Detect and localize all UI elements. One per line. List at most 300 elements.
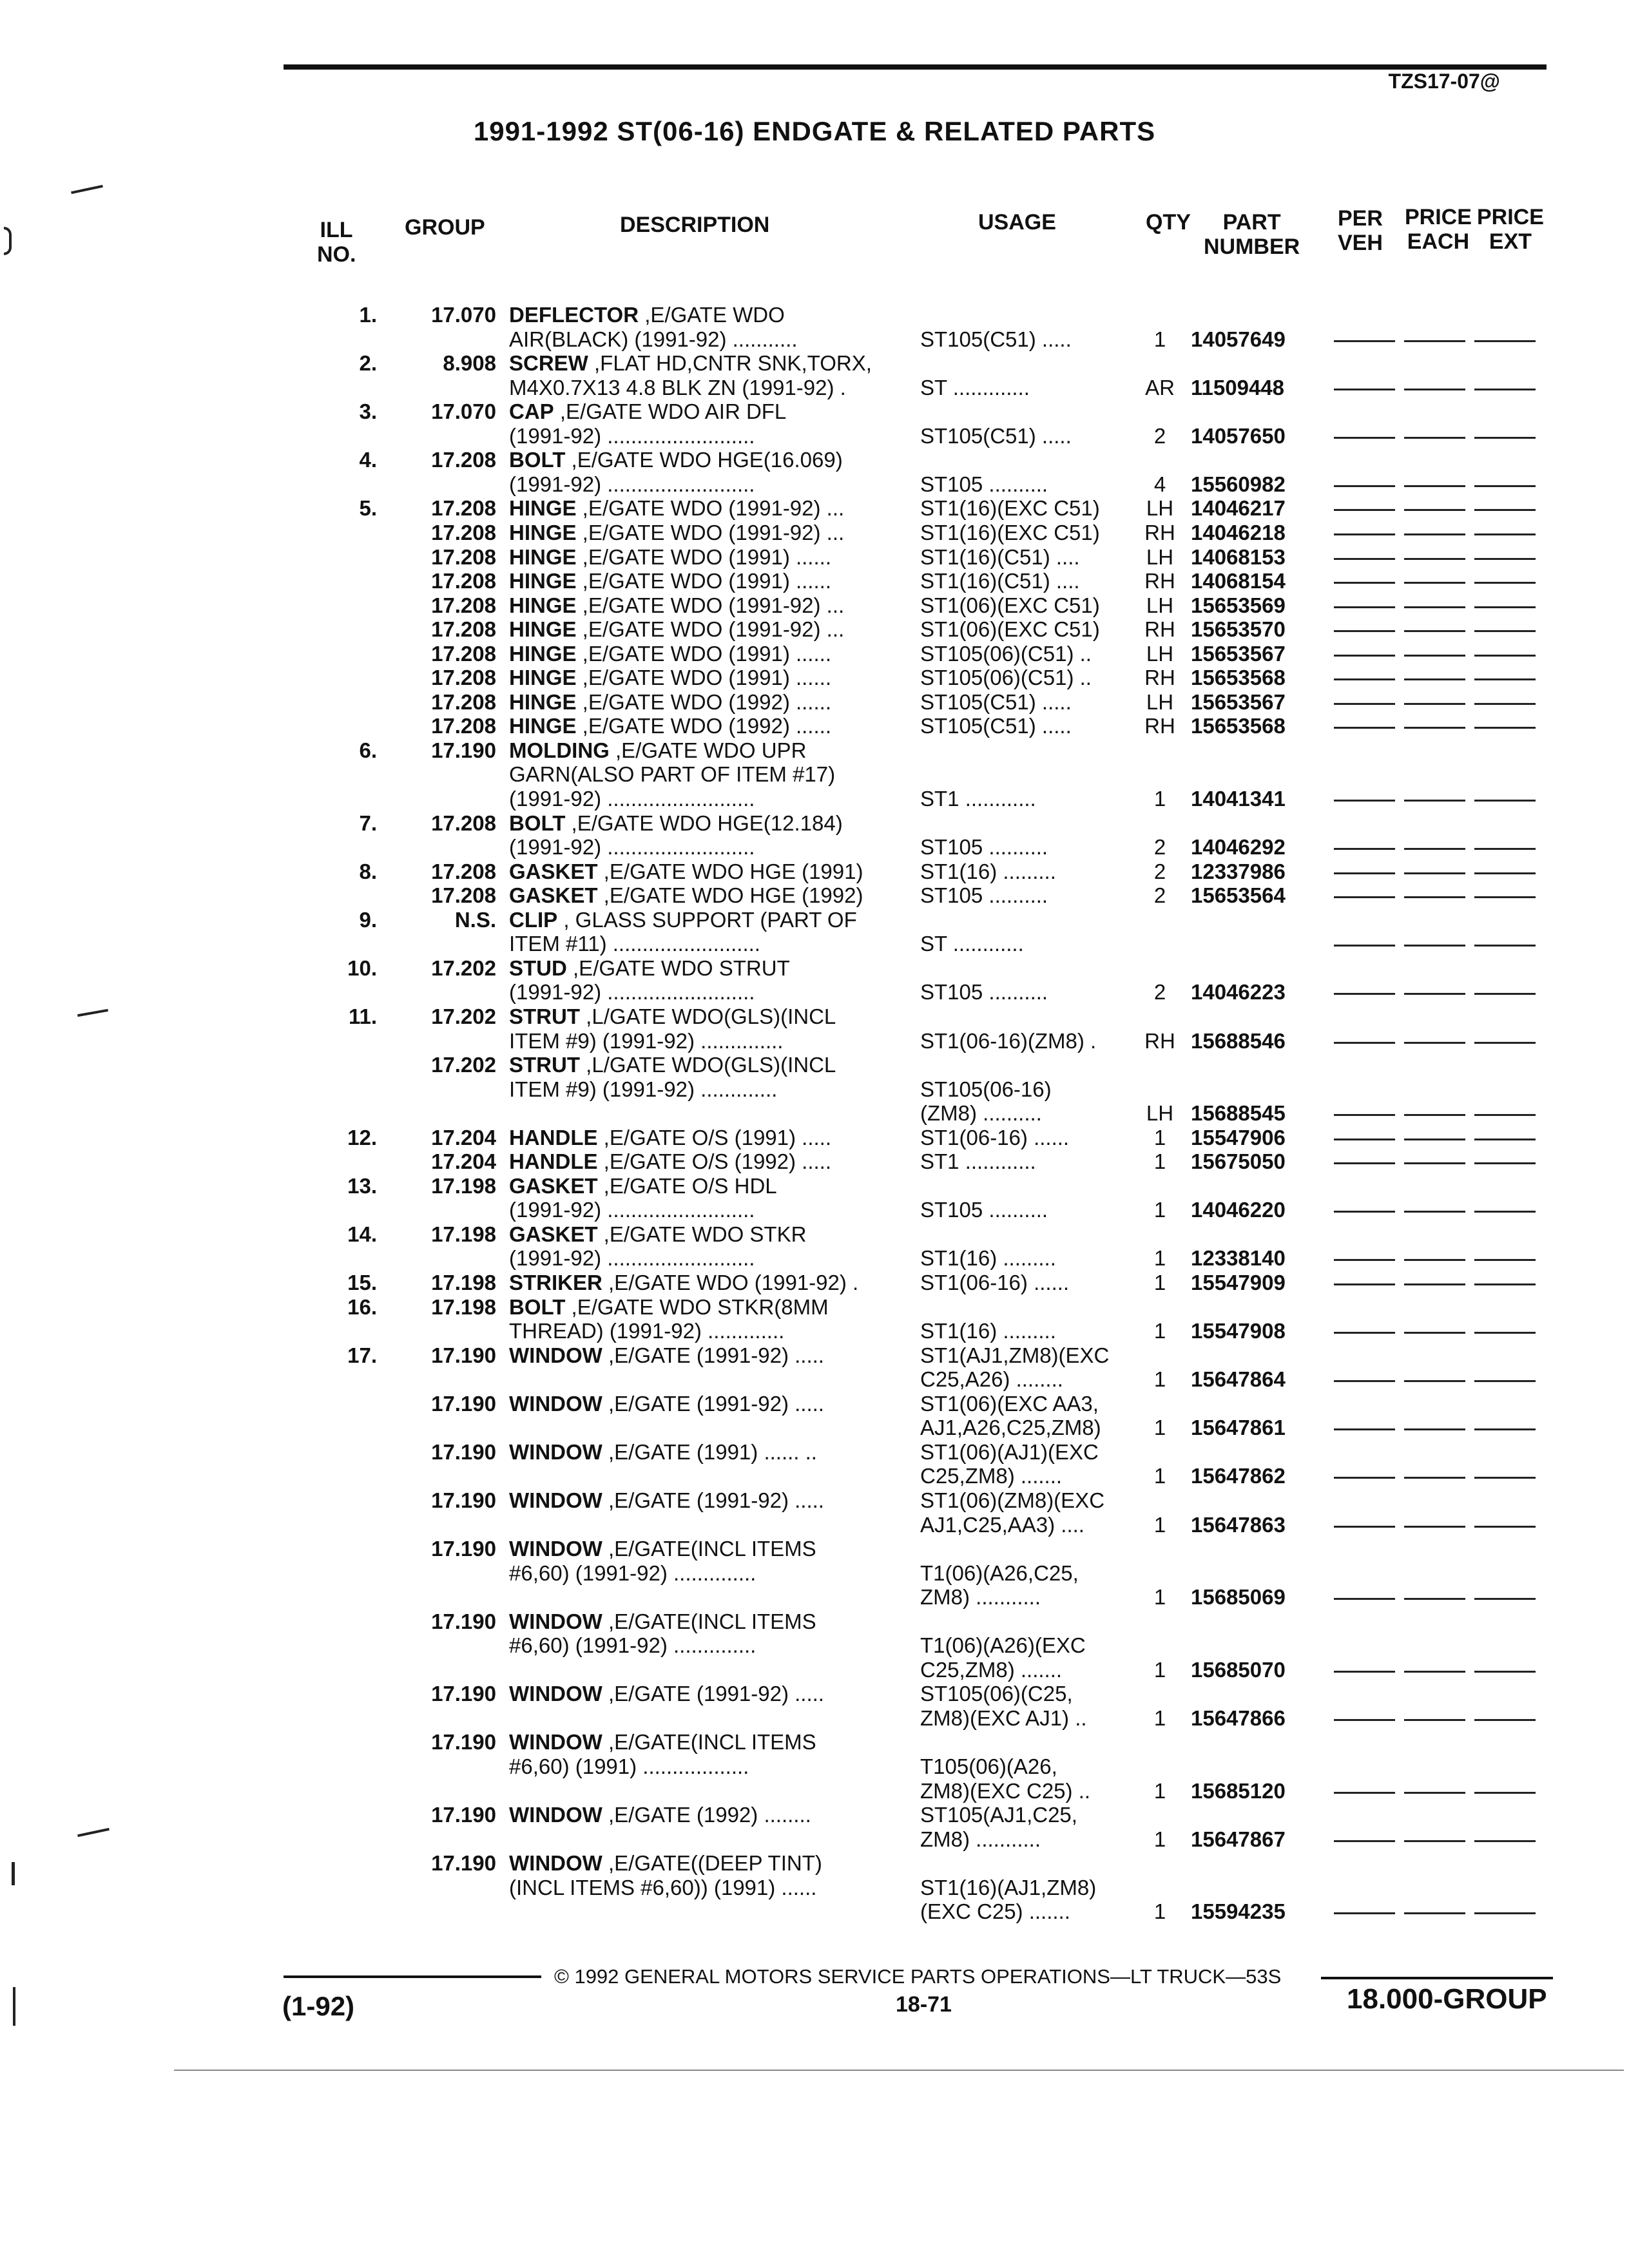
blank-price-each <box>1404 1477 1465 1479</box>
description-text: ,E/GATE WDO (1991-92) ... <box>576 496 845 520</box>
table-row <box>0 1730 1629 1754</box>
blank-price-each <box>1404 1332 1465 1334</box>
blank-price-each <box>1404 1380 1465 1382</box>
table-row <box>0 1803 1629 1827</box>
part-number: 14046223 <box>1191 980 1286 1004</box>
part-name: BOLT <box>509 1295 566 1319</box>
part-name: HINGE <box>509 496 577 520</box>
group-code: 17.190 <box>431 1392 496 1416</box>
blank-price-each <box>1404 1526 1465 1528</box>
price-blanks <box>1334 593 1547 618</box>
table-row <box>0 1004 1629 1029</box>
blank-price-ext <box>1474 800 1536 802</box>
price-blanks <box>1334 424 1547 448</box>
blank-price-ext <box>1474 606 1536 608</box>
blank-per-veh <box>1334 1332 1395 1334</box>
description <box>509 787 909 811</box>
blank-price-ext <box>1474 1114 1536 1116</box>
table-row <box>0 787 1629 811</box>
blank-price-each <box>1404 872 1465 874</box>
description-text: ,E/GATE WDO <box>639 303 785 327</box>
part-number: 14046292 <box>1191 835 1286 859</box>
price-blanks <box>1334 980 1547 1004</box>
quantity: 1 <box>1153 1246 1166 1270</box>
table-row <box>0 1077 1629 1102</box>
part-number: 15647867 <box>1191 1827 1286 1851</box>
part-name: HINGE <box>509 593 577 617</box>
blank-price-ext <box>1474 1840 1536 1842</box>
blank-per-veh <box>1334 727 1395 729</box>
blank-per-veh <box>1334 582 1395 584</box>
table-row <box>0 1610 1629 1634</box>
table-row <box>0 1149 1629 1174</box>
table-row <box>0 1779 1629 1803</box>
header-usage: USAGE <box>978 210 1056 235</box>
blank-price-ext <box>1474 389 1536 390</box>
blank-per-veh <box>1334 1211 1395 1213</box>
price-blanks <box>1334 690 1547 715</box>
description-text: ,E/GATE (1992) ........ <box>602 1803 811 1827</box>
margin-mark <box>13 1987 15 2026</box>
price-blanks <box>1334 1198 1547 1222</box>
description <box>509 1295 909 1320</box>
blank-price-each <box>1404 896 1465 898</box>
part-number: 15653567 <box>1191 642 1286 666</box>
group-code: 17.190 <box>431 1343 496 1367</box>
group-code: 17.208 <box>431 883 496 907</box>
usage: ST105(06)(C51) .. <box>920 666 1092 689</box>
group-code: 17.202 <box>431 956 496 980</box>
description <box>509 1754 909 1779</box>
margin-mark <box>4 227 12 255</box>
margin-mark <box>71 185 103 194</box>
description-text: ,E/GATE(INCL ITEMS <box>602 1537 816 1561</box>
blank-price-each <box>1404 1912 1465 1914</box>
usage: ST1(16)(EXC C51) <box>920 496 1100 520</box>
part-name: HINGE <box>509 666 577 689</box>
ill-number: 8. <box>359 860 377 883</box>
usage: T105(06)(A26, <box>920 1754 1057 1778</box>
group-code: 17.190 <box>431 738 496 762</box>
part-name: HINGE <box>509 714 577 738</box>
table-row <box>0 738 1629 763</box>
part-name: BOLT <box>509 448 566 472</box>
footer-date: (1-92) <box>282 1991 355 2021</box>
blank-price-each <box>1404 389 1465 390</box>
blank-per-veh <box>1334 340 1395 342</box>
group-code: 17.208 <box>431 569 496 593</box>
header-qty: QTY <box>1146 210 1191 235</box>
table-row <box>0 932 1629 956</box>
group-code: 17.204 <box>431 1126 496 1149</box>
table-row <box>0 545 1629 570</box>
ill-number: 11. <box>348 1004 377 1028</box>
ill-number: 13. <box>347 1174 377 1198</box>
blank-price-each <box>1404 1114 1465 1116</box>
price-blanks <box>1334 642 1547 666</box>
blank-per-veh <box>1334 1283 1395 1285</box>
price-blanks <box>1334 1899 1547 1924</box>
description-text: (1991-92) ......................... <box>509 835 755 859</box>
description <box>509 1803 909 1827</box>
price-blanks <box>1334 835 1547 860</box>
blank-price-ext <box>1474 945 1536 947</box>
price-blanks <box>1334 1706 1547 1731</box>
quantity: 1 <box>1153 1513 1166 1537</box>
table-row <box>0 714 1629 738</box>
description-text: ,E/GATE(INCL ITEMS <box>602 1610 816 1633</box>
part-number: 11509448 <box>1191 376 1285 399</box>
quantity: 1 <box>1153 327 1166 351</box>
quantity: LH <box>1146 642 1174 666</box>
table-row <box>0 472 1629 497</box>
part-number: 14046220 <box>1191 1198 1286 1222</box>
description <box>509 448 909 472</box>
blank-price-ext <box>1474 1477 1536 1479</box>
blank-price-each <box>1404 1428 1465 1430</box>
usage: (ZM8) .......... <box>920 1101 1042 1125</box>
part-name: WINDOW <box>509 1343 602 1367</box>
ill-number: 5. <box>359 496 377 520</box>
description-text: ,L/GATE WDO(GLS)(INCL <box>580 1004 836 1028</box>
group-code: 17.208 <box>431 690 496 714</box>
part-number: 15647866 <box>1191 1706 1286 1730</box>
table-row <box>0 980 1629 1004</box>
header-group: GROUP <box>405 215 485 240</box>
part-number: 15647864 <box>1191 1367 1286 1391</box>
part-name: GASKET <box>509 1222 598 1246</box>
description <box>509 1004 909 1029</box>
quantity: 1 <box>1153 1126 1166 1149</box>
blank-price-ext <box>1474 1162 1536 1164</box>
description <box>509 1077 909 1102</box>
part-number: 14046217 <box>1191 496 1286 520</box>
usage: ZM8)(EXC AJ1) .. <box>920 1706 1087 1730</box>
description <box>509 1633 909 1658</box>
part-number: 15647861 <box>1191 1416 1286 1439</box>
description <box>509 908 909 932</box>
description-text: ,E/GATE (1991) ...... .. <box>602 1440 817 1464</box>
description-text: ,E/GATE WDO (1991-92) ... <box>576 521 845 544</box>
table-row <box>0 424 1629 448</box>
usage: (EXC C25) ....... <box>920 1899 1070 1923</box>
quantity: AR <box>1145 376 1175 399</box>
description <box>509 593 909 618</box>
blank-per-veh <box>1334 1162 1395 1164</box>
part-name: HINGE <box>509 617 577 641</box>
part-number: 15547909 <box>1191 1271 1286 1294</box>
ill-number: 4. <box>359 448 377 472</box>
blank-per-veh <box>1334 1042 1395 1044</box>
bottom-rule <box>174 2070 1624 2071</box>
description <box>509 1561 909 1586</box>
table-row <box>0 351 1629 376</box>
description-text: (1991-92) ......................... <box>509 1198 755 1222</box>
description-text: M4X0.7X13 4.8 BLK ZN (1991-92) . <box>509 376 846 399</box>
description <box>509 1271 909 1295</box>
table-row <box>0 666 1629 690</box>
quantity: RH <box>1144 666 1175 689</box>
blank-per-veh <box>1334 655 1395 657</box>
page-title: 1991-1992 ST(06-16) ENDGATE & RELATED PARTS <box>473 116 1156 146</box>
blank-price-each <box>1404 509 1465 511</box>
quantity: 1 <box>1153 1319 1166 1343</box>
blank-price-ext <box>1474 1259 1536 1261</box>
part-name: BOLT <box>509 811 566 835</box>
table-row <box>0 1029 1629 1053</box>
usage: ST105(06-16) <box>920 1077 1052 1101</box>
part-number: 12337986 <box>1191 860 1286 883</box>
description-text: ,E/GATE WDO HGE (1991) <box>597 860 863 883</box>
quantity: LH <box>1146 593 1174 617</box>
description-text: ,E/GATE WDO STKR(8MM <box>565 1295 829 1319</box>
blank-price-each <box>1404 485 1465 487</box>
footer-rule-right <box>1321 1977 1553 1979</box>
blank-per-veh <box>1334 389 1395 390</box>
blank-per-veh <box>1334 1912 1395 1914</box>
blank-price-each <box>1404 533 1465 535</box>
blank-per-veh <box>1334 1259 1395 1261</box>
description <box>509 1537 909 1561</box>
blank-price-each <box>1404 1162 1465 1164</box>
blank-price-ext <box>1474 1912 1536 1914</box>
table-row <box>0 811 1629 836</box>
table-row <box>0 1246 1629 1271</box>
table-row <box>0 1222 1629 1247</box>
part-number: 15547908 <box>1191 1319 1286 1343</box>
description-text: ITEM #9) (1991-92) .............. <box>509 1029 784 1053</box>
price-blanks <box>1334 521 1547 545</box>
ill-number: 12. <box>347 1126 377 1149</box>
usage: ST105(C51) ..... <box>920 424 1072 448</box>
quantity: 2 <box>1153 424 1166 448</box>
part-name: CAP <box>509 399 554 423</box>
part-name: WINDOW <box>509 1488 602 1512</box>
blank-price-each <box>1404 945 1465 947</box>
blank-price-ext <box>1474 1598 1536 1600</box>
usage: ST105 .......... <box>920 980 1048 1004</box>
table-row <box>0 521 1629 545</box>
table-row <box>0 1537 1629 1561</box>
usage: ST1(AJ1,ZM8)(EXC <box>920 1343 1110 1367</box>
group-code: 17.190 <box>431 1610 496 1633</box>
part-name: MOLDING <box>509 738 610 762</box>
quantity: 1 <box>1153 1271 1166 1294</box>
description <box>509 1029 909 1053</box>
quantity: 1 <box>1153 1149 1166 1173</box>
blank-per-veh <box>1334 1840 1395 1842</box>
description-text: ,E/GATE WDO (1991) ...... <box>576 545 831 569</box>
ill-number: 1. <box>359 303 377 327</box>
usage: C25,ZM8) ....... <box>920 1658 1063 1682</box>
description <box>509 1053 909 1077</box>
part-number: 15647862 <box>1191 1464 1286 1488</box>
part-number: 15688545 <box>1191 1101 1286 1125</box>
quantity: 1 <box>1153 1779 1166 1803</box>
description-text: #6,60) (1991-92) .............. <box>509 1633 757 1657</box>
ill-number: 3. <box>359 399 377 423</box>
description <box>509 1440 909 1465</box>
description <box>509 1851 909 1876</box>
usage: C25,ZM8) ....... <box>920 1464 1063 1488</box>
blank-price-each <box>1404 703 1465 705</box>
description <box>509 835 909 860</box>
blank-price-ext <box>1474 872 1536 874</box>
part-name: STRUT <box>509 1053 580 1077</box>
header-price-each: PRICE EACH <box>1405 205 1472 254</box>
description-text: ,E/GATE WDO STRUT <box>566 956 790 980</box>
part-number: 14041341 <box>1191 787 1286 811</box>
page-number: 18-71 <box>896 1992 952 2017</box>
group-code: 17.208 <box>431 617 496 641</box>
table-row <box>0 399 1629 424</box>
blank-per-veh <box>1334 437 1395 439</box>
description <box>509 472 909 497</box>
table-row <box>0 835 1629 860</box>
usage: ST1(16)(AJ1,ZM8) <box>920 1876 1097 1899</box>
quantity: 2 <box>1153 883 1166 907</box>
table-row <box>0 642 1629 666</box>
description-text: ,E/GATE((DEEP TINT) <box>602 1851 822 1875</box>
footer-rule-left <box>284 1975 541 1978</box>
description-text: ITEM #11) ......................... <box>509 932 760 956</box>
quantity: 2 <box>1153 980 1166 1004</box>
price-blanks <box>1334 883 1547 908</box>
part-name: HANDLE <box>509 1149 598 1173</box>
blank-price-ext <box>1474 655 1536 657</box>
table-row <box>0 569 1629 593</box>
group-code: 17.208 <box>431 521 496 544</box>
table-row <box>0 690 1629 715</box>
blank-per-veh <box>1334 1526 1395 1528</box>
blank-per-veh <box>1334 896 1395 898</box>
group-code: 17.208 <box>431 860 496 883</box>
blank-price-ext <box>1474 509 1536 511</box>
table-row <box>0 1658 1629 1682</box>
description-text: GARN(ALSO PART OF ITEM #17) <box>509 762 836 786</box>
part-number: 15675050 <box>1191 1149 1286 1173</box>
quantity: RH <box>1144 1029 1175 1053</box>
blank-price-each <box>1404 1283 1465 1285</box>
group-code: 17.208 <box>431 496 496 520</box>
quantity: 1 <box>1153 1198 1166 1222</box>
usage: ST105 .......... <box>920 1198 1048 1222</box>
part-name: WINDOW <box>509 1730 602 1754</box>
top-rule <box>284 64 1547 70</box>
part-name: HINGE <box>509 521 577 544</box>
ill-number: 14. <box>347 1222 377 1246</box>
part-name: HANDLE <box>509 1126 598 1149</box>
blank-price-each <box>1404 340 1465 342</box>
description-text: ,E/GATE WDO (1991-92) ... <box>576 593 845 617</box>
description <box>509 1730 909 1754</box>
blank-price-ext <box>1474 727 1536 729</box>
quantity: 4 <box>1153 472 1166 496</box>
table-row <box>0 860 1629 884</box>
table-row <box>0 1633 1629 1658</box>
description-text: (1991-92) ......................... <box>509 424 755 448</box>
table-row <box>0 1513 1629 1537</box>
quantity: 1 <box>1153 1899 1166 1923</box>
part-number: 15653568 <box>1191 714 1286 738</box>
table-row <box>0 1899 1629 1924</box>
description <box>509 617 909 642</box>
quantity: LH <box>1146 1101 1174 1125</box>
blank-price-each <box>1404 1139 1465 1140</box>
blank-price-ext <box>1474 1211 1536 1213</box>
description <box>509 327 909 352</box>
usage: ST1(06-16) ...... <box>920 1271 1070 1294</box>
description-text: ,E/GATE(INCL ITEMS <box>602 1730 816 1754</box>
part-name: WINDOW <box>509 1440 602 1464</box>
description <box>509 1126 909 1150</box>
table-row <box>0 956 1629 981</box>
description <box>509 424 909 448</box>
ill-number: 7. <box>359 811 377 835</box>
group-code: 17.070 <box>431 303 496 327</box>
price-blanks <box>1334 1149 1547 1174</box>
description <box>509 1488 909 1513</box>
description <box>509 1149 909 1174</box>
blank-price-each <box>1404 437 1465 439</box>
description <box>509 521 909 545</box>
blank-price-ext <box>1474 485 1536 487</box>
part-name: STRIKER <box>509 1271 602 1294</box>
description-text: ,E/GATE WDO (1991-92) . <box>602 1271 859 1294</box>
group-code: 17.208 <box>431 545 496 569</box>
blank-per-veh <box>1334 678 1395 680</box>
blank-per-veh <box>1334 1114 1395 1116</box>
group-code: 8.908 <box>443 351 496 375</box>
price-blanks <box>1334 327 1547 352</box>
blank-price-ext <box>1474 1792 1536 1794</box>
price-blanks <box>1334 1319 1547 1343</box>
part-number: 15653570 <box>1191 617 1286 641</box>
table-row <box>0 1053 1629 1077</box>
quantity: LH <box>1146 690 1174 714</box>
group-code: 17.190 <box>431 1851 496 1875</box>
blank-price-ext <box>1474 848 1536 850</box>
part-name: WINDOW <box>509 1851 602 1875</box>
price-blanks <box>1334 376 1547 400</box>
description <box>509 762 909 787</box>
part-name: HINGE <box>509 545 577 569</box>
description-text: #6,60) (1991-92) .............. <box>509 1561 757 1585</box>
description <box>509 545 909 570</box>
price-blanks <box>1334 1101 1547 1126</box>
part-number: 15688546 <box>1191 1029 1286 1053</box>
table-row <box>0 883 1629 908</box>
quantity: RH <box>1144 569 1175 593</box>
usage: ST1(06)(AJ1)(EXC <box>920 1440 1099 1464</box>
price-blanks <box>1334 1029 1547 1053</box>
usage: ZM8) ........... <box>920 1585 1041 1609</box>
description <box>509 690 909 715</box>
quantity: 1 <box>1153 1464 1166 1488</box>
description <box>509 1198 909 1222</box>
blank-price-each <box>1404 558 1465 560</box>
part-number: 15685070 <box>1191 1658 1286 1682</box>
usage: ST105(C51) ..... <box>920 690 1072 714</box>
table-row <box>0 593 1629 618</box>
table-row <box>0 1101 1629 1126</box>
part-name: WINDOW <box>509 1610 602 1633</box>
blank-per-veh <box>1334 872 1395 874</box>
description <box>509 1876 909 1900</box>
blank-price-each <box>1404 848 1465 850</box>
description-text: (INCL ITEMS #6,60)) (1991) ...... <box>509 1876 817 1899</box>
table-row <box>0 327 1629 352</box>
